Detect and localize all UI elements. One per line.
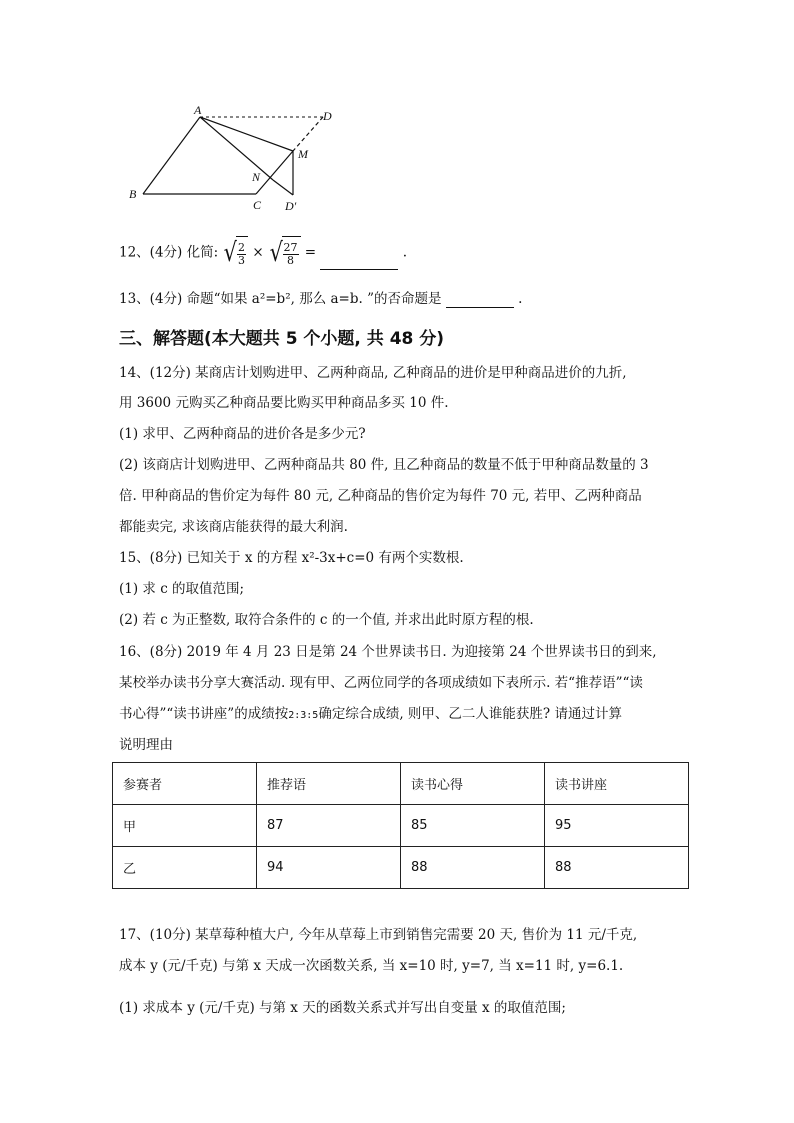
q12-suffix: . <box>402 244 407 261</box>
table-cell: 87 <box>257 805 401 847</box>
q14-part2-line1: (2) 该商店计划购进甲、乙两种商品共 80 件, 且乙种商品的数量不低于甲种商品数量的 3 <box>119 457 649 473</box>
segment-AC <box>200 117 273 180</box>
segment-AM <box>200 117 293 151</box>
table-cell: 88 <box>545 847 689 889</box>
q17-part1: (1) 求成本 y (元/千克) 与第 x 天的函数关系式并写出自变量 x 的取值范围; <box>119 1000 566 1016</box>
label-A: A <box>194 103 202 117</box>
label-B: B <box>129 187 137 201</box>
label-N: N <box>252 170 261 184</box>
segment-DM-dashed <box>293 117 323 151</box>
section-3-heading: 三、解答题(本大题共 5 个小题, 共 48 分) <box>119 329 445 349</box>
q12-answer-blank[interactable] <box>320 253 398 270</box>
q12-frac2-den: 8 <box>287 253 294 267</box>
label-D-prime: D′ <box>285 199 297 213</box>
q16-line2: 某校举办读书分享大赛活动. 现有甲、乙两位同学的各项成绩如下表所示. 若“推荐语”“读 <box>119 675 643 691</box>
q15-part2: (2) 若 c 为正整数, 取符合条件的 c 的一个值, 并求出此时原方程的根. <box>119 612 534 628</box>
label-D: D <box>323 109 332 123</box>
q13-answer-blank[interactable] <box>446 292 514 308</box>
q12-times: × <box>252 244 264 261</box>
table-header-cell: 参赛者 <box>113 763 257 805</box>
q16-line3 <box>119 705 622 725</box>
table-cell: 95 <box>545 805 689 847</box>
q16-line3-a: 书心得”“读书讲座”的成绩按 <box>119 706 289 722</box>
table-cell: 乙 <box>113 847 257 889</box>
q12-equals: = <box>304 244 317 261</box>
q14-part2-line3: 都能卖完, 求该商店能获得的最大利润. <box>119 519 348 535</box>
label-C: C <box>253 198 262 212</box>
q17-line2: 成本 y (元/千克) 与第 x 天成一次函数关系, 当 x=10 时, y=7, 当 x=11 时, y=6.1. <box>119 958 624 974</box>
sqrt-27-8: √ $\frac{27}{8}$ <box>268 236 301 270</box>
q12-frac1-den: 3 <box>238 253 246 267</box>
question-12 <box>119 236 407 270</box>
q13-text: 13、(4分) 命题“如果 a²=b², 那么 a=b. ”的否命题是 <box>119 291 442 307</box>
q12-prefix: 12、(4分) 化简: <box>119 244 223 261</box>
q13-suffix: . <box>518 291 523 307</box>
q14-part1: (1) 求甲、乙两种商品的进价各是多少元? <box>119 426 366 442</box>
table-cell: 94 <box>257 847 401 889</box>
q16-ratio: 2:3:5 <box>288 710 319 721</box>
q16-line4: 说明理由 <box>119 737 173 753</box>
question-13 <box>119 290 522 308</box>
q12-frac1-num: 2 <box>238 240 246 254</box>
table-row <box>113 805 689 847</box>
table-header-cell: 推荐语 <box>257 763 401 805</box>
q14-part2-line2: 倍. 甲种商品的售价定为每件 80 元, 乙种商品的售价定为每件 70 元, 若甲、乙两种商品 <box>119 488 642 504</box>
table-header-cell: 读书心得 <box>401 763 545 805</box>
q15-line1: 15、(8分) 已知关于 x 的方程 x²-3x+c=0 有两个实数根. <box>119 550 464 566</box>
geometry-figure <box>118 100 358 218</box>
q14-line1: 14、(12分) 某商店计划购进甲、乙两种商品, 乙种商品的进价是甲种商品进价的九折, <box>119 365 627 381</box>
segment-ND-prime <box>273 180 293 195</box>
segment-AB <box>143 117 200 194</box>
q16-line3-b: 确定综合成绩, 则甲、乙二人谁能获胜? 请通过计算 <box>318 706 622 722</box>
table-cell: 85 <box>401 805 545 847</box>
q17-line1: 17、(10分) 某草莓种植大户, 今年从草莓上市到销售完需要 20 天, 售价为 11 元/千克, <box>119 927 638 943</box>
scores-table <box>112 762 689 889</box>
label-M: M <box>298 147 308 161</box>
table-cell: 甲 <box>113 805 257 847</box>
q14-line2: 用 3600 元购买乙种商品要比购买甲种商品多买 10 件. <box>119 395 449 411</box>
table-cell: 88 <box>401 847 545 889</box>
sqrt-2-3: √ $\frac{2}{3}$ <box>222 236 248 270</box>
q15-part1: (1) 求 c 的取值范围; <box>119 581 245 597</box>
q16-line1: 16、(8分) 2019 年 4 月 23 日是第 24 个世界读书日. 为迎接第 24 个世界读书日的到来, <box>119 644 657 660</box>
table-header-cell: 读书讲座 <box>545 763 689 805</box>
q12-frac2-num: 27 <box>283 240 298 254</box>
table-header-row <box>113 763 689 805</box>
table-row <box>113 847 689 889</box>
segment-CM <box>256 151 293 194</box>
